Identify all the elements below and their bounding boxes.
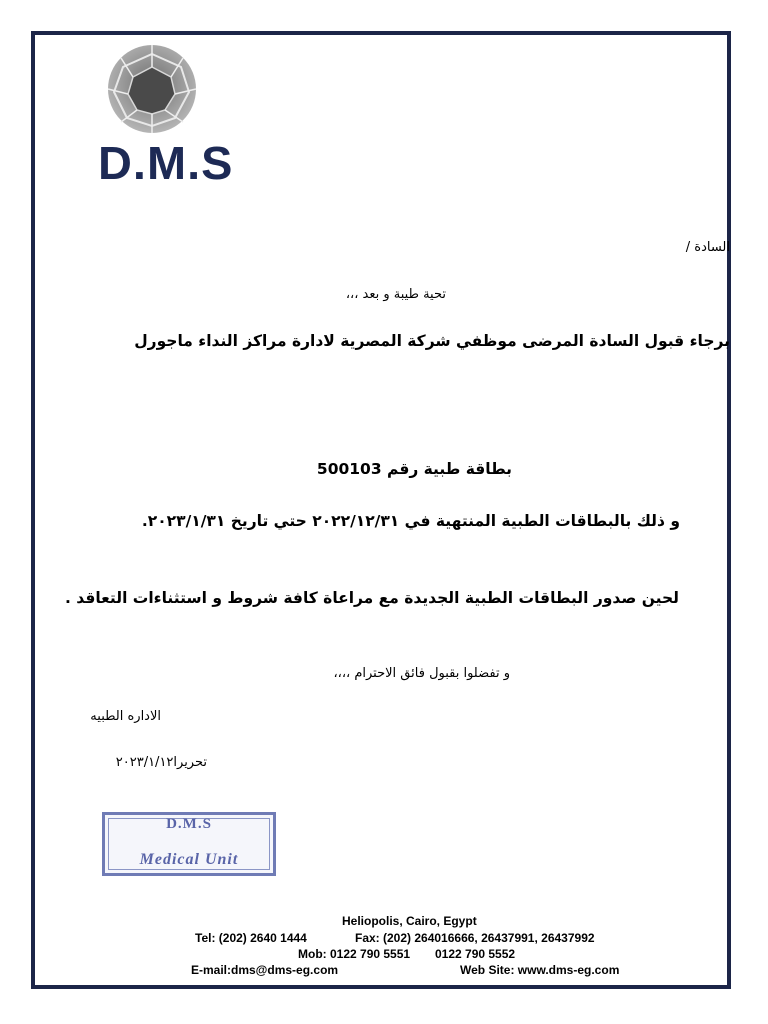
stamp-unit: Medical Unit bbox=[139, 851, 239, 868]
medical-unit-stamp bbox=[102, 812, 276, 876]
footer-fax: Fax: (202) 264016666, 26437991, 26437992 bbox=[355, 931, 595, 945]
footer-tel: Tel: (202) 2640 1444 bbox=[195, 931, 307, 945]
footer-email: E-mail:dms@dms-eg.com bbox=[191, 963, 339, 977]
greeting: تحية طيبة و بعد ،،، bbox=[345, 287, 446, 302]
signature-department: الاداره الطبيه bbox=[90, 709, 161, 724]
pending-line: لحين صدور البطاقات الطبية الجديدة مع مراعاة كافة شروط و استثناءات التعاقد . bbox=[64, 589, 679, 607]
medical-card-number: بطاقة طبية رقم 500103 bbox=[316, 460, 512, 478]
request-line: برجاء قبول السادة المرضى موظفي شركة المصرية لادارة مراكز النداء ماجورل bbox=[134, 332, 730, 350]
salutation: السادة / bbox=[685, 240, 730, 255]
footer-website: Web Site: www.dms-eg.com bbox=[460, 963, 620, 977]
closing-line: و تفضلوا بقبول فائق الاحترام ،،،، bbox=[333, 666, 510, 681]
footer-mobile-1: Mob: 0122 790 5551 bbox=[298, 947, 411, 961]
validity-line: و ذلك بالبطاقات الطبية المنتهية في ٢٠٢٢/١٢/٣١ حتي تاريخ ٢٠٢٣/١/٣١. bbox=[141, 512, 680, 530]
company-logo-text: D.M.S bbox=[98, 137, 234, 189]
issue-date: تحريرا٢٠٢٣/١/١٢ bbox=[115, 755, 207, 770]
footer-address: Heliopolis, Cairo, Egypt bbox=[342, 914, 477, 928]
stamp-company: D.M.S bbox=[166, 816, 212, 832]
footer-mobile-2: 0122 790 5552 bbox=[435, 947, 516, 961]
